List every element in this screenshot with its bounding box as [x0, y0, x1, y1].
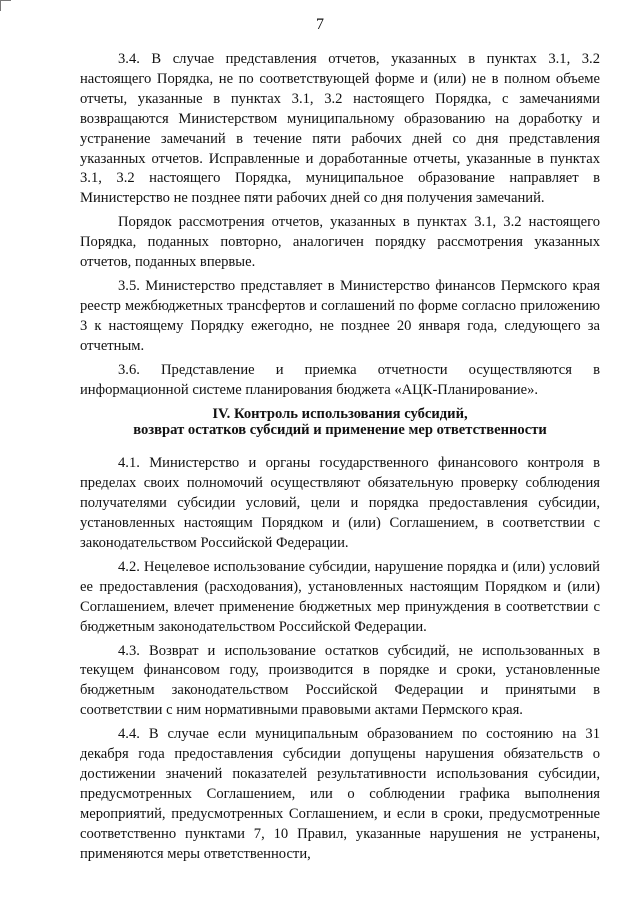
paragraph-3-5: 3.5. Министерство представляет в Министерство финансов Пермского края реестр межбюджетных трансфертов и соглашений по форме согласно приложению 3 к настоящему Порядку ежегодно, не позднее 20 января года, следующего за отчетным. — [80, 277, 600, 354]
page-number: 7 — [316, 16, 324, 33]
section-heading-line1: IV. Контроль использования субсидий, — [212, 406, 468, 423]
paragraph-4-2: 4.2. Нецелевое использование субсидии, нарушение порядка и (или) условий ее предоставления (расходования), установленных настоящим Порядком и (или) Соглашением, влечет применение бюджетных мер принуждения в соответствии с бюджетным законодательством Российской Федерации. — [80, 558, 600, 635]
scan-corner-mark — [0, 0, 11, 11]
document-body — [80, 50, 600, 869]
section-heading — [80, 406, 600, 438]
paragraph-3-4: 3.4. В случае представления отчетов, указанных в пунктах 3.1, 3.2 настоящего Порядка, не по соответствующей форме и (или) не в полном объеме отчеты, указанные в пунктах 3.1, 3.2 настоящего Порядка, с замечаниями возвращаются Министерством муниципальному образованию на доработку и устранение замечаний в течение пяти рабочих дней со дня представления указанных отчетов. Исправленные и доработанные отчеты, указанные в пунктах 3.1, 3.2 настоящего Порядка, муниципальное образование направляет в Министерство не позднее пяти рабочих дней со дня получения замечаний. — [80, 51, 600, 207]
paragraph-3-6: 3.6. Представление и приемка отчетности осуществляются в информационной системе планирования бюджета «АЦК-Планирование». — [80, 361, 600, 398]
section-heading-line2: возврат остатков субсидий и применение мер ответственности — [133, 422, 547, 439]
paragraph-review-order: Порядок рассмотрения отчетов, указанных в пунктах 3.1, 3.2 настоящего Порядка, поданных повторно, аналогичен порядку рассмотрения указанных отчетов, поданных впервые. — [80, 214, 600, 271]
paragraph-4-4: 4.4. В случае если муниципальным образованием по состоянию на 31 декабря года предоставления субсидии допущены нарушения обязательств о достижении значений показателей результативности использования субсидии, предусмотренных Соглашением, или о соблюдении графика выполнения мероприятий, предусмотренных Соглашением, и если в сроки, предусмотренные соответственно пунктами 7, 10 Правил, указанные нарушения не устранены, применяются меры ответственности, — [80, 726, 600, 862]
paragraph-4-3: 4.3. Возврат и использование остатков субсидий, не использованных в текущем финансовом году, производится в порядке и сроки, установленные бюджетным законодательством Российской Федерации и принятыми в соответствии с ним нормативными правовыми актами Пермского края. — [80, 642, 600, 719]
paragraph-4-1: 4.1. Министерство и органы государственного финансового контроля в пределах своих полномочий осуществляют обязательную проверку соблюдения получателями субсидии условий, цели и порядка предоставления субсидии, установленных настоящим Порядком и (или) Соглашением, в соответствии с законодательством Российской Федерации. — [80, 455, 600, 552]
